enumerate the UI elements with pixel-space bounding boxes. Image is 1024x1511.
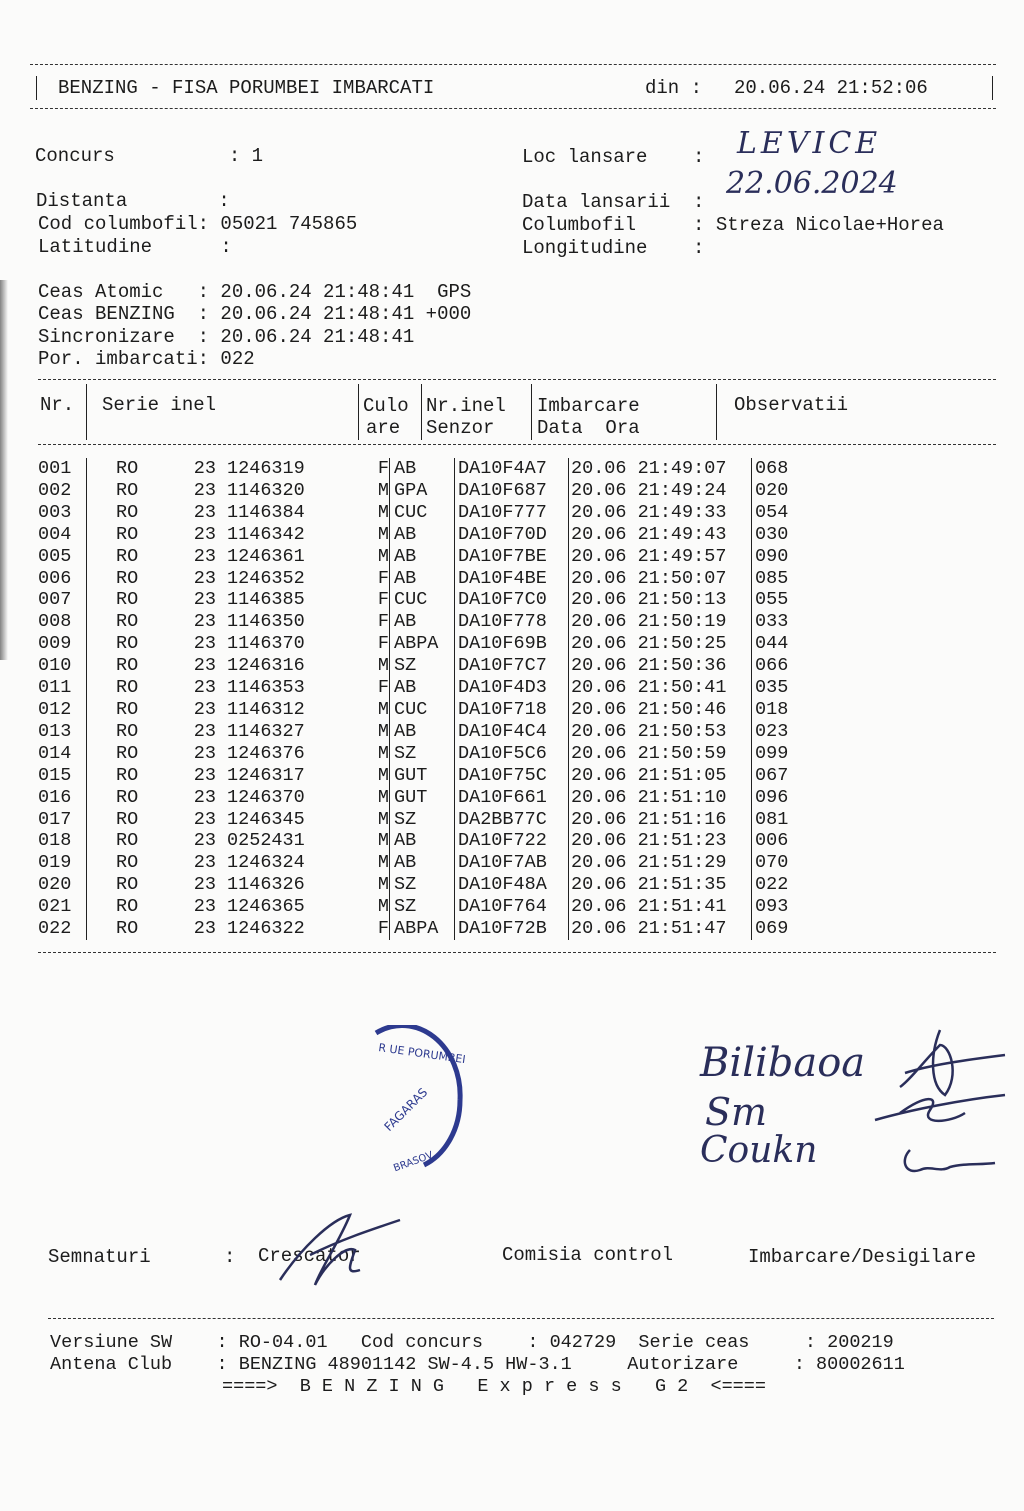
cod-columbofil-field: Cod columbofil: 05021 745865 xyxy=(38,213,358,235)
row-culoare: AB xyxy=(390,458,455,480)
row-imbarcare: 20.06 21:49:24 xyxy=(569,480,752,502)
row-imbarcare: 20.06 21:49:33 xyxy=(569,502,752,524)
row-serie-inel: RO 23 1246361 xyxy=(87,546,372,568)
row-imbarcare: 20.06 21:50:25 xyxy=(569,633,752,655)
header-serie-inel: Serie inel xyxy=(102,394,217,416)
row-senzor: DA10F661 xyxy=(455,787,569,809)
row-sex: F xyxy=(377,677,389,699)
table-row xyxy=(38,502,815,524)
row-culoare: SZ xyxy=(390,743,455,765)
row-nr: 016 xyxy=(38,786,72,808)
din-label: din : xyxy=(645,77,703,99)
row-nr: 019 xyxy=(38,852,72,874)
row-senzor: DA10F70D xyxy=(455,524,569,546)
row-culoare: AB xyxy=(390,568,455,590)
table-row xyxy=(38,896,815,918)
row-serie-inel: RO 23 0252431 xyxy=(87,830,372,852)
header-right-bar xyxy=(992,76,993,100)
row-senzor: DA10F718 xyxy=(455,699,569,721)
row-nr: 004 xyxy=(38,523,72,545)
row-imbarcare: 20.06 21:49:57 xyxy=(569,546,752,568)
row-culoare: CUC xyxy=(390,502,455,524)
table-row xyxy=(38,677,815,699)
row-culoare: GUT xyxy=(390,787,455,809)
row-culoare: SZ xyxy=(390,655,455,677)
distanta-field: Distanta : xyxy=(36,190,230,212)
row-sex: M xyxy=(377,479,389,501)
row-serie-inel: RO 23 1246319 xyxy=(87,458,372,480)
row-imbarcare: 20.06 21:50:53 xyxy=(569,721,752,743)
row-senzor: DA10F777 xyxy=(455,502,569,524)
header-culoare: Culo xyxy=(363,395,409,417)
table-row xyxy=(38,589,815,611)
row-sex: M xyxy=(377,501,389,523)
row-serie-inel: RO 23 1246322 xyxy=(87,918,372,940)
row-senzor: DA10F5C6 xyxy=(455,743,569,765)
row-imbarcare: 20.06 21:51:05 xyxy=(569,765,752,787)
signature-3: Coukn xyxy=(700,1130,818,1171)
footer-versiune: Versiune SW : RO-04.01 Cod concurs : 042729 Serie ceas : 200219 xyxy=(50,1332,894,1353)
row-imbarcare: 20.06 21:50:07 xyxy=(569,568,752,590)
signature-1: Bilibaoa xyxy=(700,1040,866,1086)
row-nr: 018 xyxy=(38,830,72,852)
signature-mark-b xyxy=(875,1095,1005,1121)
row-serie-inel: RO 23 1146342 xyxy=(87,524,372,546)
row-imbarcare: 20.06 21:50:59 xyxy=(569,743,752,765)
row-imbarcare: 20.06 21:49:43 xyxy=(569,524,752,546)
semnaturi-label: Semnaturi xyxy=(48,1246,151,1268)
document-title: BENZING - FISA PORUMBEI IMBARCATI xyxy=(58,77,435,99)
row-senzor: DA10F722 xyxy=(455,830,569,852)
row-senzor: DA10F4A7 xyxy=(455,458,569,480)
stamp-text-mid: FAGARAS xyxy=(381,1085,431,1134)
imbarcare-desigilare-label: Imbarcare/Desigilare xyxy=(748,1246,977,1268)
row-culoare: AB xyxy=(390,852,455,874)
row-senzor: DA10F778 xyxy=(455,611,569,633)
row-imbarcare: 20.06 21:51:29 xyxy=(569,852,752,874)
porumbei-imbarcati-field: Por. imbarcati: 022 xyxy=(38,348,255,370)
header-top-rule xyxy=(30,64,996,65)
data-lansarii-handwritten: 22.06.2024 xyxy=(726,166,898,201)
stamp-text-top: R UE PORUMBEI xyxy=(377,1041,467,1067)
stamp-text-bottom: BRASOV xyxy=(392,1149,435,1175)
col-sep-5 xyxy=(716,384,717,440)
table-row xyxy=(38,480,815,502)
row-observatii: 067 xyxy=(752,765,816,787)
row-senzor: DA10F7BE xyxy=(455,546,569,568)
semnaturi-colon: : xyxy=(224,1246,236,1268)
footer-antena: Antena Club : BENZING 48901142 SW-4.5 HW-3.1 Autorizare : 80002611 xyxy=(50,1354,905,1375)
row-serie-inel: RO 23 1146350 xyxy=(87,611,372,633)
row-culoare: GUT xyxy=(390,765,455,787)
col-sep-3 xyxy=(421,384,422,440)
table-header-rule xyxy=(38,444,996,445)
table-bottom-rule xyxy=(38,952,996,953)
pigeon-table xyxy=(38,458,815,940)
row-observatii: 006 xyxy=(752,830,816,852)
row-senzor: DA2BB77C xyxy=(455,809,569,831)
data-lansarii-label: Data lansarii : xyxy=(522,191,705,213)
signature-mark-a xyxy=(900,1030,1005,1095)
table-row xyxy=(38,765,815,787)
row-imbarcare: 20.06 21:50:41 xyxy=(569,677,752,699)
row-imbarcare: 20.06 21:51:10 xyxy=(569,787,752,809)
row-culoare: SZ xyxy=(390,896,455,918)
row-serie-inel: RO 23 1246317 xyxy=(87,765,372,787)
row-serie-inel: RO 23 1146370 xyxy=(87,633,372,655)
col-sep-4 xyxy=(531,384,532,440)
row-nr: 007 xyxy=(38,589,72,611)
header-imbarcare: Imbarcare xyxy=(537,395,640,417)
crescator-label: Crescator xyxy=(258,1245,361,1267)
row-imbarcare: 20.06 21:51:41 xyxy=(569,896,752,918)
row-sex: M xyxy=(377,523,389,545)
row-serie-inel: RO 23 1246352 xyxy=(87,568,372,590)
row-observatii: 096 xyxy=(752,787,816,809)
row-culoare: CUC xyxy=(390,589,455,611)
row-senzor: DA10F4C4 xyxy=(455,721,569,743)
row-senzor: DA10F69B xyxy=(455,633,569,655)
row-observatii: 022 xyxy=(752,874,816,896)
row-senzor: DA10F4D3 xyxy=(455,677,569,699)
row-culoare: AB xyxy=(390,721,455,743)
row-serie-inel: RO 23 1146353 xyxy=(87,677,372,699)
crescator-signature xyxy=(270,1210,410,1290)
row-sex: F xyxy=(377,918,389,940)
row-sex: M xyxy=(377,742,389,764)
row-senzor: DA10F75C xyxy=(455,765,569,787)
row-observatii: 099 xyxy=(752,743,816,765)
header-culoare-2: are xyxy=(366,417,401,439)
row-serie-inel: RO 23 1246345 xyxy=(87,809,372,831)
row-sex: M xyxy=(377,852,389,874)
row-culoare: GPA xyxy=(390,480,455,502)
table-row xyxy=(38,809,815,831)
header-data-ora: Data Ora xyxy=(537,417,640,439)
row-imbarcare: 20.06 21:51:35 xyxy=(569,874,752,896)
row-nr: 017 xyxy=(38,808,72,830)
row-nr: 022 xyxy=(38,918,72,940)
row-observatii: 055 xyxy=(752,589,816,611)
col-sep-2 xyxy=(358,384,359,440)
signature-2: Sm xyxy=(705,1090,768,1134)
row-observatii: 035 xyxy=(752,677,816,699)
row-nr: 006 xyxy=(38,567,72,589)
footer-rule xyxy=(48,1318,994,1319)
ceas-atomic-field: Ceas Atomic : 20.06.24 21:48:41 GPS xyxy=(38,281,472,303)
ceas-benzing-field: Ceas BENZING : 20.06.24 21:48:41 +000 xyxy=(38,303,472,325)
row-sex: M xyxy=(377,874,389,896)
row-nr: 009 xyxy=(38,633,72,655)
row-nr: 011 xyxy=(38,677,72,699)
row-sex: M xyxy=(377,720,389,742)
row-serie-inel: RO 23 1146385 xyxy=(87,589,372,611)
table-row xyxy=(38,830,815,852)
commission-signatures xyxy=(870,1025,1010,1185)
row-serie-inel: RO 23 1146312 xyxy=(87,699,372,721)
row-culoare: AB xyxy=(390,524,455,546)
row-serie-inel: RO 23 1246324 xyxy=(87,852,372,874)
sincronizare-field: Sincronizare : 20.06.24 21:48:41 xyxy=(38,326,415,348)
table-row xyxy=(38,611,815,633)
row-observatii: 066 xyxy=(752,655,816,677)
row-imbarcare: 20.06 21:51:16 xyxy=(569,809,752,831)
row-imbarcare: 20.06 21:49:07 xyxy=(569,458,752,480)
row-observatii: 081 xyxy=(752,809,816,831)
row-sex: M xyxy=(377,786,389,808)
row-nr: 014 xyxy=(38,742,72,764)
row-imbarcare: 20.06 21:51:47 xyxy=(569,918,752,940)
row-culoare: AB xyxy=(390,546,455,568)
longitudine-field: Longitudine : xyxy=(522,237,705,259)
row-nr: 015 xyxy=(38,764,72,786)
row-culoare: CUC xyxy=(390,699,455,721)
table-row xyxy=(38,524,815,546)
row-senzor: DA10F7C0 xyxy=(455,589,569,611)
row-nr: 013 xyxy=(38,720,72,742)
row-nr: 012 xyxy=(38,698,72,720)
table-row xyxy=(38,852,815,874)
row-imbarcare: 20.06 21:50:36 xyxy=(569,655,752,677)
row-observatii: 070 xyxy=(752,852,816,874)
header-senzor: Senzor xyxy=(426,417,495,439)
row-senzor: DA10F48A xyxy=(455,874,569,896)
row-nr: 021 xyxy=(38,896,72,918)
row-senzor: DA10F687 xyxy=(455,480,569,502)
table-row xyxy=(38,568,815,590)
row-culoare: SZ xyxy=(390,809,455,831)
row-serie-inel: RO 23 1246365 xyxy=(87,896,372,918)
row-serie-inel: RO 23 1146327 xyxy=(87,721,372,743)
row-observatii: 085 xyxy=(752,568,816,590)
row-nr: 020 xyxy=(38,874,72,896)
row-observatii: 069 xyxy=(752,918,816,940)
row-sex: F xyxy=(377,589,389,611)
header-nr-inel: Nr.inel xyxy=(426,395,506,417)
table-row xyxy=(38,743,815,765)
row-imbarcare: 20.06 21:51:23 xyxy=(569,830,752,852)
din-timestamp: 20.06.24 21:52:06 xyxy=(734,77,928,99)
row-observatii: 033 xyxy=(752,611,816,633)
row-senzor: DA10F4BE xyxy=(455,568,569,590)
row-nr: 005 xyxy=(38,545,72,567)
concurs-field: Concurs : 1 xyxy=(35,145,264,167)
row-imbarcare: 20.06 21:50:46 xyxy=(569,699,752,721)
row-sex: M xyxy=(377,808,389,830)
row-observatii: 068 xyxy=(752,458,816,480)
row-observatii: 093 xyxy=(752,896,816,918)
row-culoare: ABPA xyxy=(390,633,455,655)
table-row xyxy=(38,787,815,809)
table-row xyxy=(38,546,815,568)
row-culoare: AB xyxy=(390,611,455,633)
row-serie-inel: RO 23 1146326 xyxy=(87,874,372,896)
row-observatii: 090 xyxy=(752,546,816,568)
row-culoare: AB xyxy=(390,830,455,852)
row-sex: M xyxy=(377,896,389,918)
footer-brand: ====> B E N Z I N G E x p r e s s G 2 <==== xyxy=(222,1376,766,1397)
header-left-bar xyxy=(36,76,37,100)
row-nr: 003 xyxy=(38,501,72,523)
row-sex: M xyxy=(377,545,389,567)
table-top-rule xyxy=(38,379,996,380)
table-row xyxy=(38,721,815,743)
row-serie-inel: RO 23 1146320 xyxy=(87,480,372,502)
row-observatii: 054 xyxy=(752,502,816,524)
header-bottom-rule xyxy=(30,108,996,109)
row-serie-inel: RO 23 1146384 xyxy=(87,502,372,524)
row-sex: M xyxy=(377,698,389,720)
row-nr: 010 xyxy=(38,655,72,677)
row-imbarcare: 20.06 21:50:13 xyxy=(569,589,752,611)
row-senzor: DA10F7C7 xyxy=(455,655,569,677)
row-sex: F xyxy=(377,458,389,479)
row-senzor: DA10F7AB xyxy=(455,852,569,874)
row-sex: M xyxy=(377,655,389,677)
row-senzor: DA10F72B xyxy=(455,918,569,940)
latitudine-field: Latitudine : xyxy=(38,236,232,258)
col-sep-1 xyxy=(86,384,87,440)
row-sex: M xyxy=(377,764,389,786)
row-senzor: DA10F764 xyxy=(455,896,569,918)
row-observatii: 018 xyxy=(752,699,816,721)
row-nr: 001 xyxy=(38,458,72,479)
row-sex: F xyxy=(377,611,389,633)
columbofil-field: Columbofil : Streza Nicolae+Horea xyxy=(522,214,944,236)
row-sex: F xyxy=(377,633,389,655)
table-row xyxy=(38,655,815,677)
comisia-control-label: Comisia control xyxy=(502,1244,674,1266)
row-culoare: ABPA xyxy=(390,918,455,940)
row-observatii: 020 xyxy=(752,480,816,502)
row-sex: M xyxy=(377,830,389,852)
table-row xyxy=(38,874,815,896)
row-serie-inel: RO 23 1246316 xyxy=(87,655,372,677)
table-row xyxy=(38,918,815,940)
loc-lansare-label: Loc lansare : xyxy=(522,146,705,168)
row-culoare: SZ xyxy=(390,874,455,896)
crescator-signature-stroke xyxy=(280,1215,400,1285)
club-stamp xyxy=(352,1025,468,1175)
row-culoare: AB xyxy=(390,677,455,699)
table-row xyxy=(38,633,815,655)
row-serie-inel: RO 23 1246370 xyxy=(87,787,372,809)
table-row xyxy=(38,458,815,480)
header-observatii: Observatii xyxy=(734,394,849,416)
row-imbarcare: 20.06 21:50:19 xyxy=(569,611,752,633)
table-row xyxy=(38,699,815,721)
row-sex: F xyxy=(377,567,389,589)
row-observatii: 023 xyxy=(752,721,816,743)
row-serie-inel: RO 23 1246376 xyxy=(87,743,372,765)
page-edge-shadow xyxy=(0,280,8,660)
row-observatii: 030 xyxy=(752,524,816,546)
header-nr: Nr. xyxy=(40,394,75,416)
row-observatii: 044 xyxy=(752,633,816,655)
row-nr: 002 xyxy=(38,479,72,501)
row-nr: 008 xyxy=(38,611,72,633)
signature-mark-c xyxy=(905,1150,995,1171)
loc-lansare-handwritten: LEVICE xyxy=(737,126,882,161)
